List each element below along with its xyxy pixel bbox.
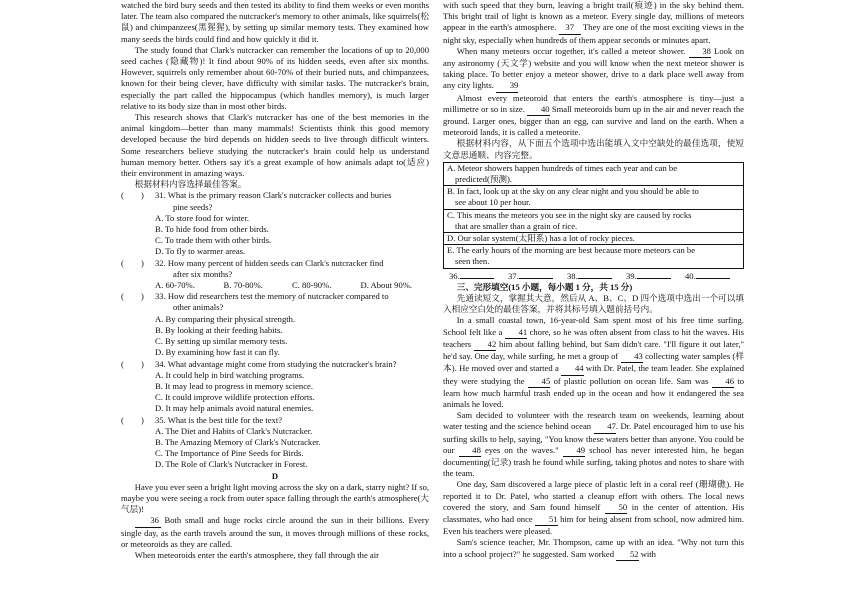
option-b: B. The Amazing Memory of Clark's Nutcracker. (155, 436, 321, 447)
blank-50[interactable]: 50 (605, 502, 627, 514)
box-option-d: D. Our solar system(太阳系) has a lot of rocky pieces. (444, 233, 744, 245)
option-a: A. To store food for winter. (155, 212, 249, 223)
question-stem: 34. What advantage might come from studying the nutcracker's brain? (155, 358, 397, 369)
options-row (121, 280, 429, 291)
blank-47[interactable]: 47 (594, 421, 616, 433)
answer-bracket[interactable]: ( ) (121, 414, 144, 425)
box-option-b: B. In fact, look up at the sky on any clear night and you should be able to see about 10 per hour. (444, 186, 744, 209)
options-box (443, 162, 744, 269)
answer-bracket[interactable]: ( ) (121, 291, 144, 302)
blank-38[interactable]: 38 (689, 46, 711, 58)
passage-c-paragraph-3: This research shows that Clark's nutcracker has one of the best memories in the animal kingdom—better than many mammals! Scientists think this good memory developed because the bird depends on hidden seeds to live through difficult winters. Some researchers believe studying the nutcracker's brain could help us understand human memory better. Others say it's a great example of how animals adapt to(适应) their environment in amazing ways. (121, 112, 429, 179)
box-option-c: C. This means the meteors you see in the night sky are caused by rocks that are smaller than a grain of rice. (444, 209, 744, 232)
option-a: A. By comparing their physical strength. (155, 313, 296, 324)
box-option-e: E. The early hours of the morning are best because more meteors can be seen then. (444, 245, 744, 268)
cloze-paragraph-3: One day, Sam discovered a large piece of plastic left in a coral reef (珊瑚礁). He reported it to Dr. Patel, who started a cleanup effort with others. The local news covered the story, and Sam found himself 50 in the center of attention. His classmates, who had once 51 him for being absent from school, now admired him. Even his teachers were pleased. (443, 479, 745, 537)
blank-36[interactable]: 36 (135, 515, 161, 527)
option-b: B. 70-80%. (223, 280, 263, 291)
answer-36[interactable]: 36. (449, 271, 508, 282)
passage-d-continued: with such speed that they burn, leaving a bright trail(痕迹) in the sky behind them. This bright trail of light is known as a meteor. Every single day, millions of meteors appear in the earth's atmosphere. 37 They are one of the most exciting views in the night sky, especially when hundreds of them appear seconds or minutes apart. (443, 0, 744, 45)
left-column (121, 0, 429, 561)
option-d: D. It may help animals avoid natural enemies. (155, 403, 314, 414)
option-c: C. 80-90%. (292, 280, 332, 291)
answer-bracket[interactable]: ( ) (121, 190, 144, 201)
blank-44[interactable]: 44 (561, 363, 583, 375)
blank-45[interactable]: 45 (528, 376, 550, 388)
answer-40[interactable]: 40. (685, 271, 744, 282)
option-d: D. About 90%. (360, 280, 413, 291)
passage-d-paragraph-2: 36 Both small and huge rocks circle around the sun in their billions. Every single day, as the earth travels around the sun, it moves through millions of these rocks, or meteoroids as they are called. (121, 515, 429, 549)
question-32 (121, 258, 429, 292)
answer-37[interactable]: 37. (508, 271, 567, 282)
passage-d-paragraph-1: Have you ever seen a bright light moving across the sky on a dark, starry night? If so, maybe you were seeing a rock from outer space falling through the earth's atmosphere(大气层)! (121, 481, 430, 515)
option-b: B. To hide food from other birds. (155, 224, 269, 235)
right-column (443, 0, 744, 561)
blank-40[interactable]: 40 (527, 104, 549, 116)
option-d: D. The Role of Clark's Nutcracker in Forest. (155, 459, 308, 470)
option-d: D. By examining how fast it can fly. (155, 347, 280, 358)
question-stem-cont: after six months? (173, 268, 233, 279)
option-c: C. By setting up similar memory tests. (155, 336, 288, 347)
answer-38[interactable]: 38. (567, 271, 626, 282)
cloze-paragraph-2: Sam decided to volunteer with the research team on weekends, learning about water testing and the science behind ocean 47. Dr. Patel encouraged him to use his surfing skills to help, saying, "You know these waters better than anyone. You could be our 48 eyes on the waves." 49 school has never interested him, he began documenting(记录) trash he found while surfing, taking photos and notes to share with the team. (443, 410, 744, 479)
answer-line (443, 271, 744, 282)
option-a: A. The Diet and Habits of Clark's Nutcracker. (155, 425, 313, 436)
option-c: C. It could improve wildlife protection efforts. (155, 392, 315, 403)
option-a: A. 60-70%. (155, 280, 195, 291)
answer-bracket[interactable]: ( ) (121, 358, 144, 369)
option-c: C. The Importance of Pine Seeds for Birds. (155, 448, 304, 459)
blank-43[interactable]: 43 (621, 351, 643, 363)
blank-42[interactable]: 42 (474, 339, 496, 351)
passage-c-instruction: 根据材料内容选择最佳答案。 (134, 179, 247, 190)
option-d: D. To fly to warmer areas. (155, 246, 246, 257)
passage-c-paragraph-2: The study found that Clark's nutcracker can remember the locations of up to 20,000 seed caches (隐藏物)! It find about 90% of its hidden seeds, even after six months. However, squirrels only remember about 60-70% of their buried nuts, and chimpanzees, known for their being clever, have difficulty with similar tasks. The nutcracker's brain, especially the part called the hippocampus (which handles memory), is much larger relative to its body size than in most other birds. (121, 44, 429, 111)
blank-46[interactable]: 46 (712, 376, 734, 388)
option-b: B. By looking at their feeding habits. (155, 324, 283, 335)
question-stem: 35. What is the best title for the text? (155, 414, 283, 425)
question-35 (121, 415, 429, 471)
question-stem: 33. How did researchers test the memory of nutcracker compared to (155, 291, 389, 302)
blank-49[interactable]: 49 (563, 445, 585, 457)
blank-39[interactable]: 39 (496, 80, 518, 92)
passage-d-paragraph-3: When meteoroids enter the earth's atmosphere, they fall through the air (134, 549, 379, 560)
cloze-paragraph-4: Sam's science teacher, Mr. Thompson, came up with an idea. "Why not turn this into a school project?" he suggested. Sam worked 52 with (443, 537, 744, 560)
section-heading-d: D (271, 470, 279, 481)
option-a: A. It could help in bird watching programs. (155, 369, 305, 380)
passage-d-paragraph-shower: When many meteors occur together, it's called a meteor shower. 38 Look on any astronomy (天文学) website and you will know when the next meteor shower is taking place. To better enjoy a meteor shower, drive to a dark place well away from any city lights. 39 (443, 46, 744, 93)
question-stem: 32. How many percent of hidden seeds can Clark's nutcracker find (155, 257, 384, 268)
question-34 (121, 359, 429, 415)
blank-41[interactable]: 41 (505, 327, 527, 339)
question-stem-cont: other animals? (173, 302, 224, 313)
answer-39[interactable]: 39. (626, 271, 685, 282)
question-stem: 31. What is the primary reason Clark's nutcracker collects and buries (155, 190, 392, 201)
question-33 (121, 291, 429, 358)
cloze-paragraph-1: In a small coastal town, 16-year-old Sam spent most of his free time surfing. School felt like a 41 chore, so he was often absent from class to hit the waves. His teachers 42 him about falling behind, but Sam didn't care. "I'll figure it out later," he'd say. One day, while surfing, he met a group of 43 collecting water samples (样本). He moved over and started a 44 with Dr. Patel, the team leader. She explained they were studying the 45 of plastic pollution on ocean life. Sam was 46 to learn how much harmful trash ended up in the ocean and how it endangered the sea animals he loved. (443, 315, 745, 409)
passage-c-paragraph-1: watched the bird bury seeds and then tested its ability to find them weeks or even months later. The team also compared the nutcracker's memory to other animals, like squirrels(松鼠) and chimpanzees(黑猩猩), by setting up similar memory tests. They examined how many seeds the birds could find and how quickly it did it. (121, 0, 429, 44)
option-b: B. It may lead to progress in memory science. (155, 380, 313, 391)
passage-d-paragraph-meteoroid: Almost every meteoroid that enters the earth's atmosphere is tiny—just a millimetre or so in size. 40 Small meteoroids burn up in the air and never reach the ground. Larger ones, bigger than an egg, can survive and land on the earth. When a meteoroid lands, it is called a meteorite. (443, 92, 744, 138)
blank-37[interactable]: 37 (559, 22, 581, 34)
blank-52[interactable]: 52 (616, 549, 638, 561)
answer-bracket[interactable]: ( ) (121, 257, 144, 268)
cloze-instruction: 先通读短文，掌握其大意，然后从 A、B、C、D 四个选项中选出一个可以填入相应空白处的最佳答案，并将其标号填入题前括号内。 (443, 293, 744, 315)
option-c: C. To trade them with other birds. (155, 235, 272, 246)
question-stem-cont: pine seeds? (173, 201, 213, 212)
section-3-heading: 三、完形填空(15 小题，每小题 1 分，共 15 分) (456, 281, 633, 292)
box-option-a: A. Meteor showers happen hundreds of times each year and can be predicted(预测). (444, 162, 744, 185)
blank-48[interactable]: 48 (459, 445, 481, 457)
blank-51[interactable]: 51 (535, 514, 557, 526)
passage-d-instruction: 根据材料内容，从下面五个选项中选出能填入文中空缺处的最佳选项，使短文意思通顺、内容完整。 (443, 138, 744, 160)
question-31 (121, 190, 429, 257)
